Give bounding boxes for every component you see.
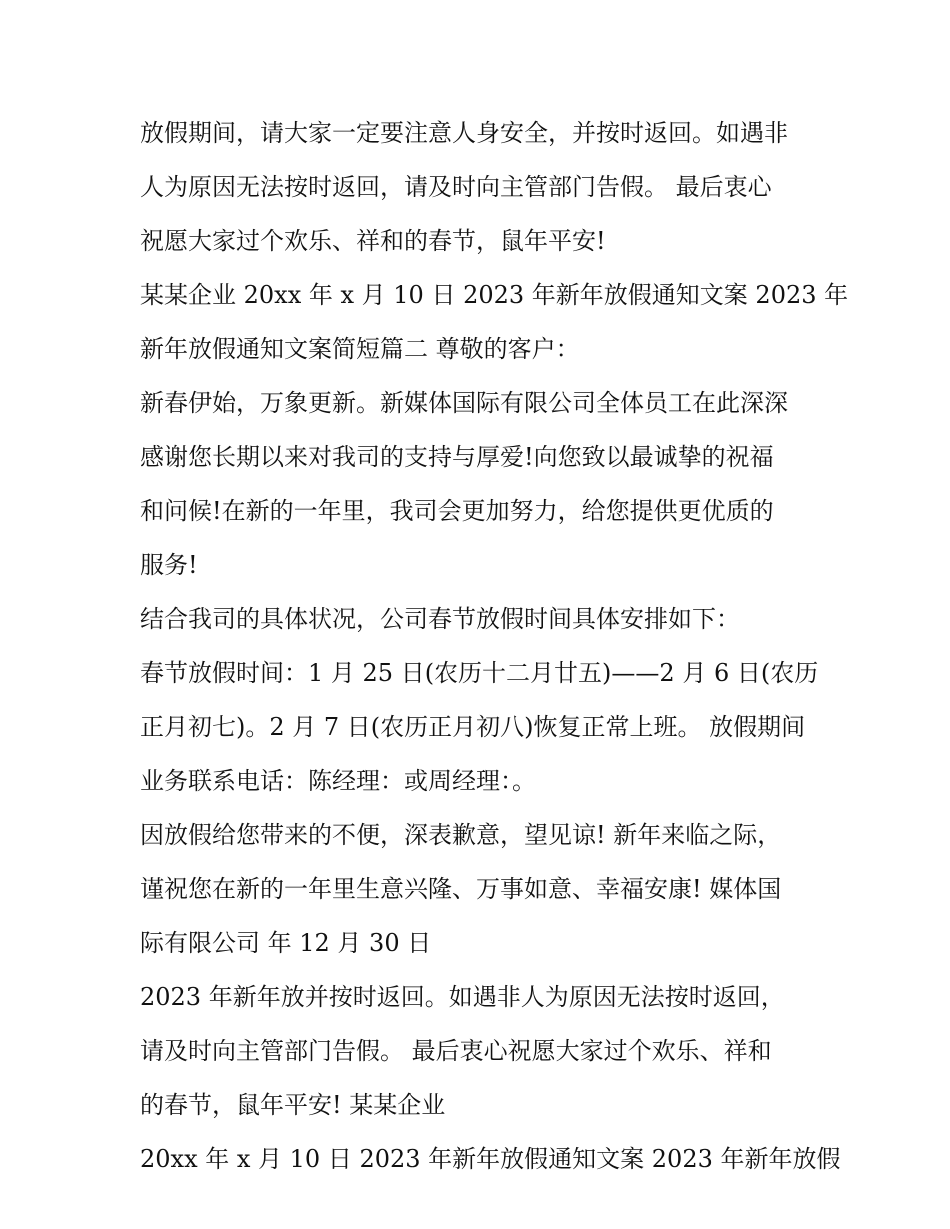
text-line: 人为原因无法按时返回，请及时向主管部门告假。 最后衷心 (140, 173, 772, 201)
text-line: 谨祝您在新的一年里生意兴隆、万事如意、幸福安康! 媒体国 (140, 875, 782, 903)
text-line: 因放假给您带来的不便，深表歉意，望见谅! 新年来临之际， (140, 821, 782, 849)
text-line: 的春节，鼠年平安! 某某企业 (140, 1091, 446, 1119)
text-line: 放假期间，请大家一定要注意人身安全，并按时返回。如遇非 (140, 119, 788, 147)
text-line: 结合我司的具体状况，公司春节放假时间具体安排如下： (140, 605, 740, 633)
text-line: 祝愿大家过个欢乐、祥和的春节，鼠年平安! (140, 227, 606, 255)
document-body (140, 106, 849, 1186)
text-line: 新年放假通知文案简短篇二 尊敬的客户： (140, 335, 580, 363)
text-line: 2023 年新年放并按时返回。如遇非人为原因无法按时返回， (140, 983, 785, 1011)
text-line: 感谢您长期以来对我司的支持与厚爱!向您致以最诚挚的祝福 (140, 443, 774, 471)
text-line: 请及时向主管部门告假。 最后衷心祝愿大家过个欢乐、祥和 (140, 1037, 772, 1065)
text-line: 春节放假时间：1 月 25 日(农历十二月廿五)——2 月 6 日(农历 (140, 659, 819, 687)
text-line: 新春伊始，万象更新。新媒体国际有限公司全体员工在此深深 (140, 389, 788, 417)
text-line: 和问候!在新的一年里，我司会更加努力，给您提供更优质的 (140, 497, 774, 525)
text-line: 业务联系电话：陈经理：或周经理：。 (140, 767, 536, 795)
text-line: 20xx 年 x 月 10 日 2023 年新年放假通知文案 2023 年新年放假 (140, 1145, 841, 1173)
text-line: 服务! (140, 551, 198, 579)
text-line: 际有限公司 年 12 月 30 日 (140, 929, 432, 957)
text-line: 某某企业 20xx 年 x 月 10 日 2023 年新年放假通知文案 2023 年 (140, 281, 849, 309)
text-line: 正月初七)。2 月 7 日(农历正月初八)恢复正常上班。 放假期间 (140, 713, 806, 741)
